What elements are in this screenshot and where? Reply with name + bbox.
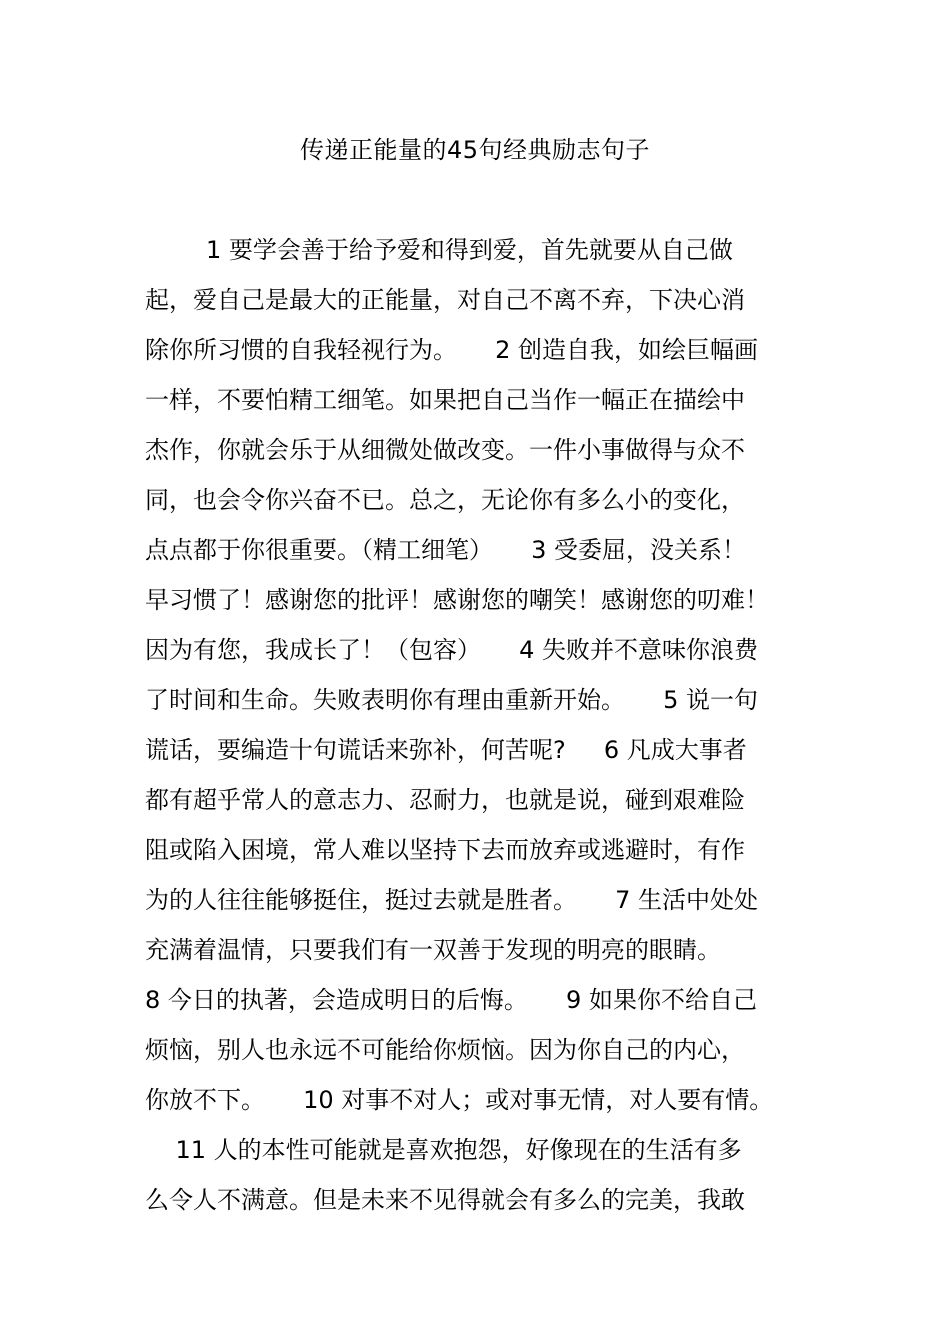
text-line-4: 一样，不要怕精工细笔。如果把自己当作一幅正在描绘中 [145,386,745,414]
text-line-12: 都有超乎常人的意志力、忍耐力，也就是说，碰到艰难险 [145,786,745,814]
text-line-2: 起，爱自己是最大的正能量，对自己不离不弃，下决心消 [145,286,745,314]
text-line-5: 杰作，你就会乐于从细微处做改变。一件小事做得与众不 [145,436,745,464]
text-line-6: 同，也会令你兴奋不已。总之，无论你有多么小的变化， [145,486,745,514]
text-line-1: 1 要学会善于给予爱和得到爱，首先就要从自己做 [145,236,733,264]
text-line-11: 谎话，要编造十句谎话来弥补，何苦呢? 6 凡成大事者 [145,736,747,764]
text-line-13: 阻或陷入困境，常人难以坚持下去而放弃或逃避时，有作 [145,836,745,864]
text-line-18: 你放不下。 10 对事不对人；或对事无情，对人要有情。 [145,1086,774,1114]
text-line-15: 充满着温情，只要我们有一双善于发现的明亮的眼睛。 [145,936,721,964]
text-line-16: 8 今日的执著，会造成明日的后悔。 9 如果你不给自己 [145,986,757,1014]
text-line-17: 烦恼，别人也永远不可能给你烦恼。因为你自己的内心， [145,1036,745,1064]
text-line-9: 因为有您，我成长了！（包容） 4 失败并不意味你浪费 [145,636,759,664]
text-line-8: 早习惯了！感谢您的批评！感谢您的嘲笑！感谢您的叨难！ [145,586,769,614]
text-line-20: 么令人不满意。但是未来不见得就会有多么的完美，我敢 [145,1186,745,1214]
text-line-14: 为的人往往能够挺住，挺过去就是胜者。 7 生活中处处 [145,886,759,914]
text-line-3: 除你所习惯的自我轻视行为。 2 创造自我，如绘巨幅画 [145,336,759,364]
text-line-10: 了时间和生命。失败表明你有理由重新开始。 5 说一句 [145,686,759,714]
text-line-7: 点点都于你很重要。（精工细笔） 3 受委屈，没关系！ [145,536,747,564]
document-title: 传递正能量的45句经典励志句子 [299,136,651,164]
text-line-19: 11 人的本性可能就是喜欢抱怨，好像现在的生活有多 [145,1136,742,1164]
